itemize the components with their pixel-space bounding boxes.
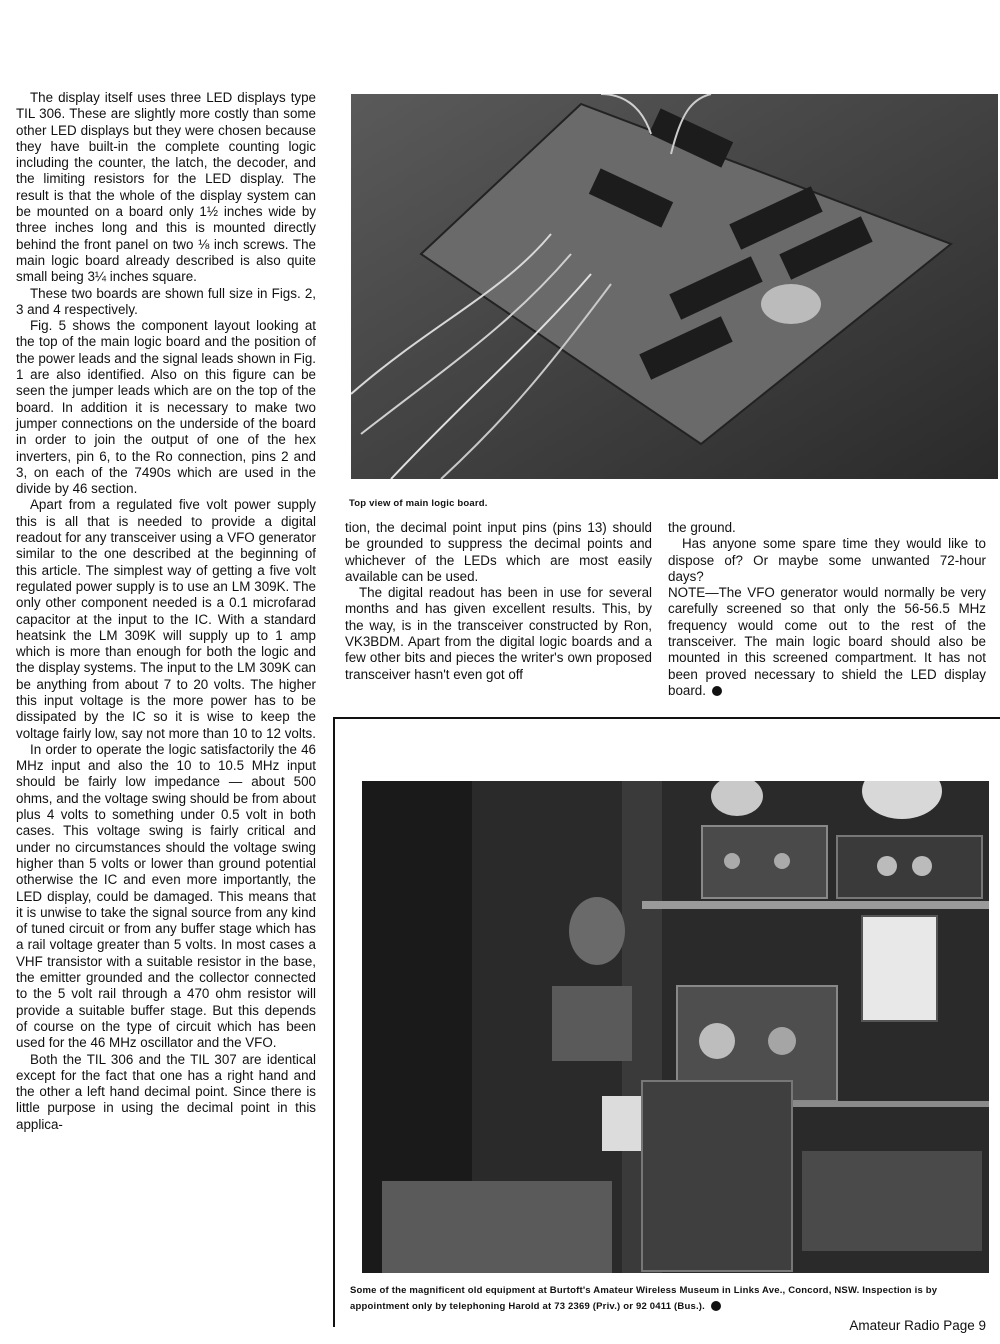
paragraph: Fig. 5 shows the component layout looking at the top of the main logic board and the position of the power leads and the signal leads shown in Fig. 1 are also identified. Also on this figure can be seen the jumper leads which are on the top of the board. In addition it is necessary to make two jumper connections on the underside of the board in order to join the output of one of the hex inverters, pin 6, to the Ro connection, pins 2 and 3, on each of the 7490s which are used in the divide by 46 section. (16, 318, 316, 497)
museum-equipment-photo (362, 781, 989, 1273)
paragraph: Both the TIL 306 and the TIL 307 are identical except for the fact that one has a right hand and the other a left hand decimal point. Since there is little purpose in using the decimal point in this applica- (16, 1051, 316, 1132)
paragraph: Apart from a regulated five volt power supply this is all that is needed to provide a digital readout for any transceiver using a VFO generator similar to the one described at the beginning of this article. The simplest way of getting a five volt regulated power supply is to use an LM 309K. The only other component needed is a 0.1 microfarad capacitor at the input to the IC. With a standard heatsink the LM 309K will supply up to 1 amp which is more than enough for both the logic and the display systems. The input to the LM 309K can be anything from about 7 to 20 volts. The higher this input voltage is the more power has to be dissipated by the IC so it is wise to keep the voltage fairly low, say not more than 10 to 12 volts. (16, 497, 316, 741)
paragraph: Has anyone some spare time they would like to dispose of? Or maybe some unwanted 72-hour days? (668, 536, 986, 584)
paragraph: In order to operate the logic satisfactorily the 46 MHz input and also the 10 to 10.5 MHz input should be fairly low impedance — about 500 ohms, and the voltage swing should be from about plus 4 volts to something under 0.5 volt in both cases. This voltage swing is fairly critical and under no circumstances should the voltage swing higher than 5 volts or lower than ground potential otherwise the IC and even more importantly, the LED display, could be damaged. This means that it is unwise to take the signal source from any kind of tuned circuit or from any buffer stage which has a rail voltage greater than 5 volts. In most cases a VHF transistor with a suitable resistor in the base, the emitter grounded and the collector connected to the 5 volt rail through a 470 ohm resistor will provide a suitable buffer stage. But this depends of course on the type of circuit which has been used for the 46 MHz oscillator and the VFO. (16, 741, 316, 1051)
end-mark-icon (712, 686, 722, 696)
museum-equipment-illustration (362, 781, 989, 1273)
paragraph: These two boards are shown full size in Figs. 2, 3 and 4 respectively. (16, 285, 316, 317)
photo-caption-top: Top view of main logic board. (349, 498, 488, 509)
article-column-middle (345, 520, 652, 683)
logic-board-illustration (351, 94, 998, 479)
paragraph: the ground. (668, 520, 736, 535)
photo-caption-bottom (350, 1283, 990, 1315)
page-footer: Amateur Radio Page 9 (849, 1318, 986, 1333)
paragraph: The digital readout has been in use for several months and has given excellent results. This, by the way, is in the transceiver constructed by Ron, VK3BDM. Apart from the digital logic boards and a few other bits and pieces the writer's own proposed transceiver hasn't even got off (345, 585, 652, 682)
article-column-left (16, 90, 316, 1133)
paragraph: tion, the decimal point input pins (pins 13) should be grounded to suppress the decimal points and whichever of the LEDs which are most easily available can be used. (345, 520, 652, 584)
logic-board-photo (351, 94, 998, 479)
article-column-right (668, 520, 986, 699)
paragraph (668, 585, 986, 699)
paragraph: The display itself uses three LED displays type TIL 306. These are slightly more costly than some other LED displays but they were chosen because they have built-in the complete counting logic including the counter, the latch, the decoder, and the limiting resistors for the LED display. The result is that the whole of the display system can be mounted on a board only 1½ inches wide by three inches long and this is mounted directly behind the front panel on two ⅛ inch screws. The main logic board already described is also quite small being 3¼ inches square. (16, 90, 316, 285)
end-mark-icon (711, 1301, 721, 1311)
caption-text: Some of the magnificent old equipment at Burtoft's Amateur Wireless Museum in Links Ave., Concord, NSW. Inspection is by appointment only by telephoning Harold at 73 2369 (Priv.) or 92 0411 (Bus.). (350, 1285, 938, 1312)
note-text: NOTE—The VFO generator would normally be very carefully screened so that only the 56-56.5 MHz frequency would come out to the rest of the transceiver. The main logic board should also be mounted in this screened compartment. It has not been proved necessary to shield the LED display board. (668, 585, 986, 698)
